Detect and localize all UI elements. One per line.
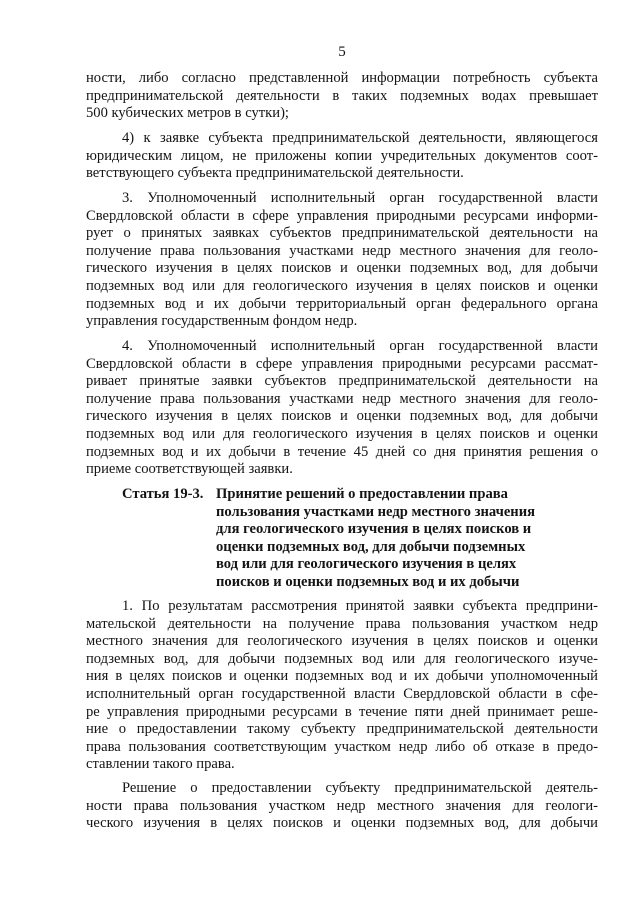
article-title-line: для геологического изучения в целях поисков и [216, 521, 532, 538]
text-line: подземных вод или для геологического изучения в целях поисков и оценки [86, 277, 598, 294]
text-line: ности права пользования участком недр местного значения для геологи- [86, 797, 598, 814]
article-heading [122, 486, 598, 592]
text-line: 1. По результатам рассмотрения принятой заявки субъекта предприни- [122, 598, 598, 614]
text-line: подземных вод и их добычи территориальный орган федерального органа [86, 295, 598, 312]
paragraph-item-4 [86, 130, 598, 183]
text-line: ре управления природными ресурсами в течение пяти дней принимает реше- [86, 703, 598, 720]
article-title-line: Принятие решений о предоставлении права [216, 486, 508, 502]
paragraph-decision [86, 780, 598, 833]
text-line: 3. Уполномоченный исполнительный орган государственной власти [122, 190, 598, 206]
text-line: Решение о предоставлении субъекту предпринимательской деятель- [122, 780, 598, 796]
text-line: Свердловской области в сфере управления природными ресурсами информи- [86, 207, 598, 224]
text-line: подземных вод или для геологического изучения в целях поисков и оценки [86, 425, 598, 442]
text-line: управления государственным фондом недр. [86, 313, 358, 330]
text-line: ности, либо согласно представленной информации потребность субъекта [86, 70, 598, 86]
paragraph-point-4 [86, 338, 598, 479]
article-title-line: вод или для геологического изучения в целях [216, 556, 517, 573]
text-line: получение права пользования участками недр местного значения для геоло- [86, 242, 598, 259]
text-line: подземных вод и их добычи в течение 45 дней со дня принятия решения о [86, 443, 598, 460]
text-line: 4. Уполномоченный исполнительный орган государственной власти [122, 338, 598, 354]
paragraph-continuation [86, 70, 598, 123]
text-line: ривает принятые заявки субъектов предпринимательской деятельности на [86, 373, 598, 390]
text-line: гического изучения в целях поисков и оценки подземных вод, для добычи [86, 408, 598, 425]
text-line: ставлении такого права. [86, 756, 235, 773]
text-line: ветствующего субъекта предпринимательской деятельности. [86, 165, 464, 182]
text-line: права пользования соответствующим участком недр либо об отказе в предо- [86, 738, 598, 755]
text-line: 500 кубических метров в сутки); [86, 105, 289, 122]
text-line: рует о принятых заявках субъектов предпринимательской деятельности на [86, 225, 598, 242]
text-line: мательской деятельности на получение права пользования участком недр [86, 615, 598, 632]
text-line: 4) к заявке субъекта предпринимательской деятельности, являющегося [122, 130, 598, 146]
article-title-line: оценки подземных вод, для добычи подземных [216, 538, 526, 555]
paragraph-article-point-1 [86, 598, 598, 774]
text-line: исполнительный орган государственной власти Свердловской области в сфе- [86, 685, 598, 702]
text-line: юридическим лицом, не приложены копии учредительных документов соот- [86, 147, 598, 164]
text-line: ние о предоставлении такому субъекту предпринимательской деятельности [86, 721, 598, 738]
text-line: ния в целях поисков и оценки подземных вод и их добычи уполномоченный [86, 668, 598, 685]
text-line: получение права пользования участками недр местного значения для геоло- [86, 390, 598, 407]
text-line: Свердловской области в сфере управления природными ресурсами рассмат- [86, 355, 598, 372]
article-number: Статья 19-3. [122, 486, 204, 502]
text-line: предпринимательской деятельности в таких подземных водах превышает [86, 87, 598, 104]
text-line: гического изучения в целях поисков и оценки подземных вод, для добычи [86, 260, 598, 277]
text-line: местного значения для геологического изучения в целях поисков и оценки [86, 633, 598, 650]
article-title-line: поисков и оценки подземных вод и их добычи [216, 573, 520, 590]
page-number: 5 [338, 44, 346, 60]
article-title-line: пользования участками недр местного значения [216, 503, 536, 520]
text-line: подземных вод, для добычи подземных вод или для геологического изуче- [86, 650, 598, 667]
text-line: ческого изучения в целях поисков и оценки подземных вод, для добычи [86, 815, 598, 832]
paragraph-point-3 [86, 190, 598, 331]
text-line: приеме соответствующей заявки. [86, 461, 293, 478]
